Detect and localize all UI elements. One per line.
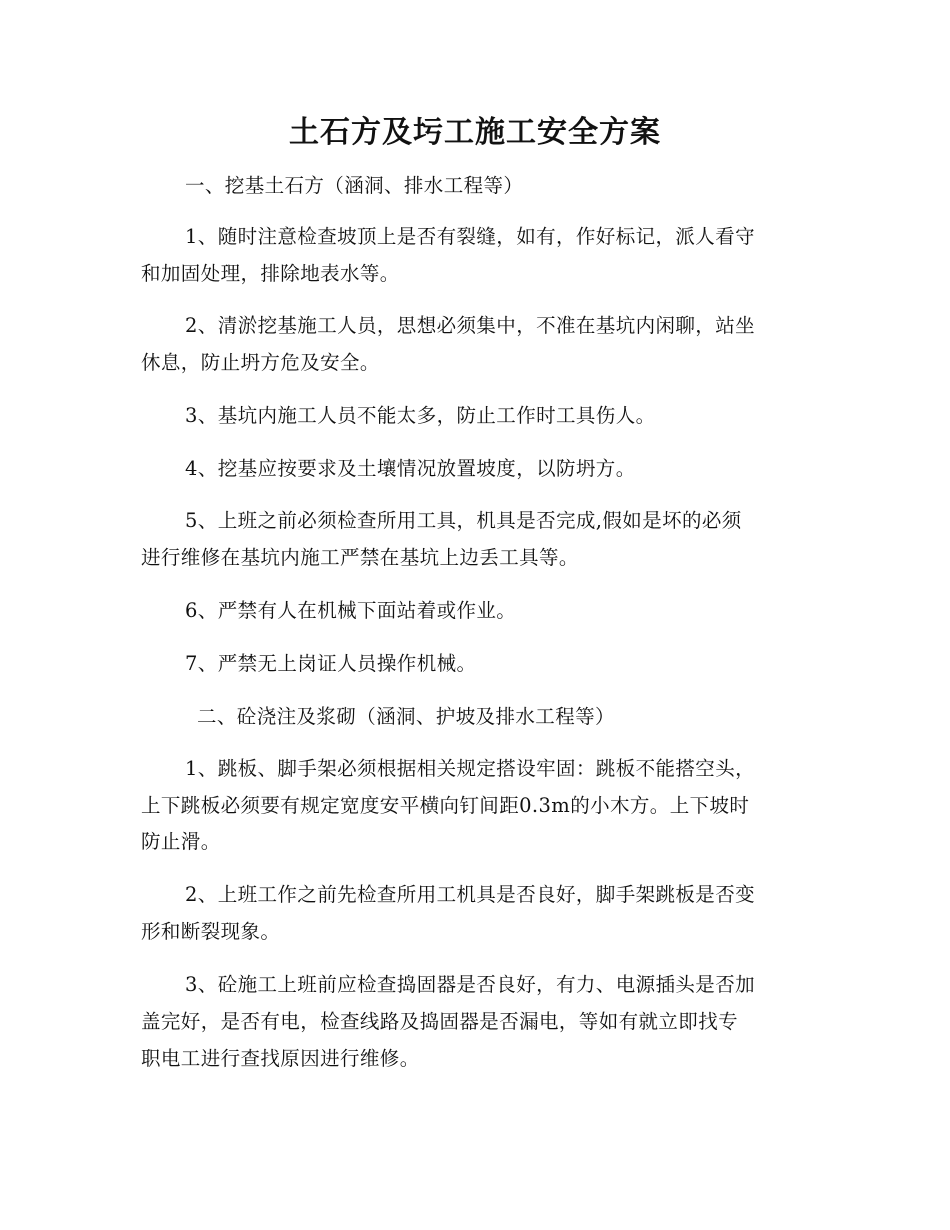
paragraph-line: 2、上班工作之前先检查所用工机具是否良好，脚手架跳板是否变 (185, 883, 756, 906)
paragraph-line: 防止滑。 (141, 830, 221, 853)
document-title: 土石方及圬工施工安全方案 (289, 115, 661, 150)
paragraph-line: 3、砼施工上班前应检查捣固器是否良好，有力、电源插头是否加 (185, 973, 756, 996)
paragraph-line: 1、跳板、脚手架必须根据相关规定搭设牢固：跳板不能搭空头， (185, 757, 756, 780)
paragraph-line: 上下跳板必须要有规定宽度安平横向钉间距0.3m的小木方。上下坡时 (141, 794, 750, 817)
paragraph-line: 盖完好，是否有电，检查线路及捣固器是否漏电，等如有就立即找专 (141, 1010, 739, 1033)
paragraph-line: 和加固处理，排除地表水等。 (141, 262, 400, 285)
section-heading-1: 一、挖基土石方（涵洞、排水工程等） (185, 174, 524, 197)
paragraph-line: 5、上班之前必须检查所用工具，机具是否完成,假如是坏的必须 (185, 509, 742, 532)
paragraph-line: 4、挖基应按要求及土壤情况放置坡度，以防坍方。 (185, 457, 636, 480)
paragraph-line: 休息，防止坍方危及安全。 (141, 351, 380, 374)
paragraph-line: 7、严禁无上岗证人员操作机械。 (185, 652, 477, 675)
paragraph-line: 6、严禁有人在机械下面站着或作业。 (185, 599, 517, 622)
paragraph-line: 职电工进行查找原因进行维修。 (141, 1047, 420, 1070)
paragraph-line: 进行维修在基坑内施工严禁在基坑上边丢工具等。 (141, 546, 579, 569)
section-heading-2: 二、砼浇注及浆砌（涵洞、护坡及排水工程等） (197, 705, 615, 728)
paragraph-line: 1、随时注意检查坡顶上是否有裂缝，如有，作好标记，派人看守 (185, 225, 756, 248)
paragraph-line: 形和断裂现象。 (141, 920, 281, 943)
paragraph-line: 2、清淤挖基施工人员，思想必须集中，不准在基坑内闲聊，站坐 (185, 314, 756, 337)
paragraph-line: 3、基坑内施工人员不能太多，防止工作时工具伤人。 (185, 404, 656, 427)
